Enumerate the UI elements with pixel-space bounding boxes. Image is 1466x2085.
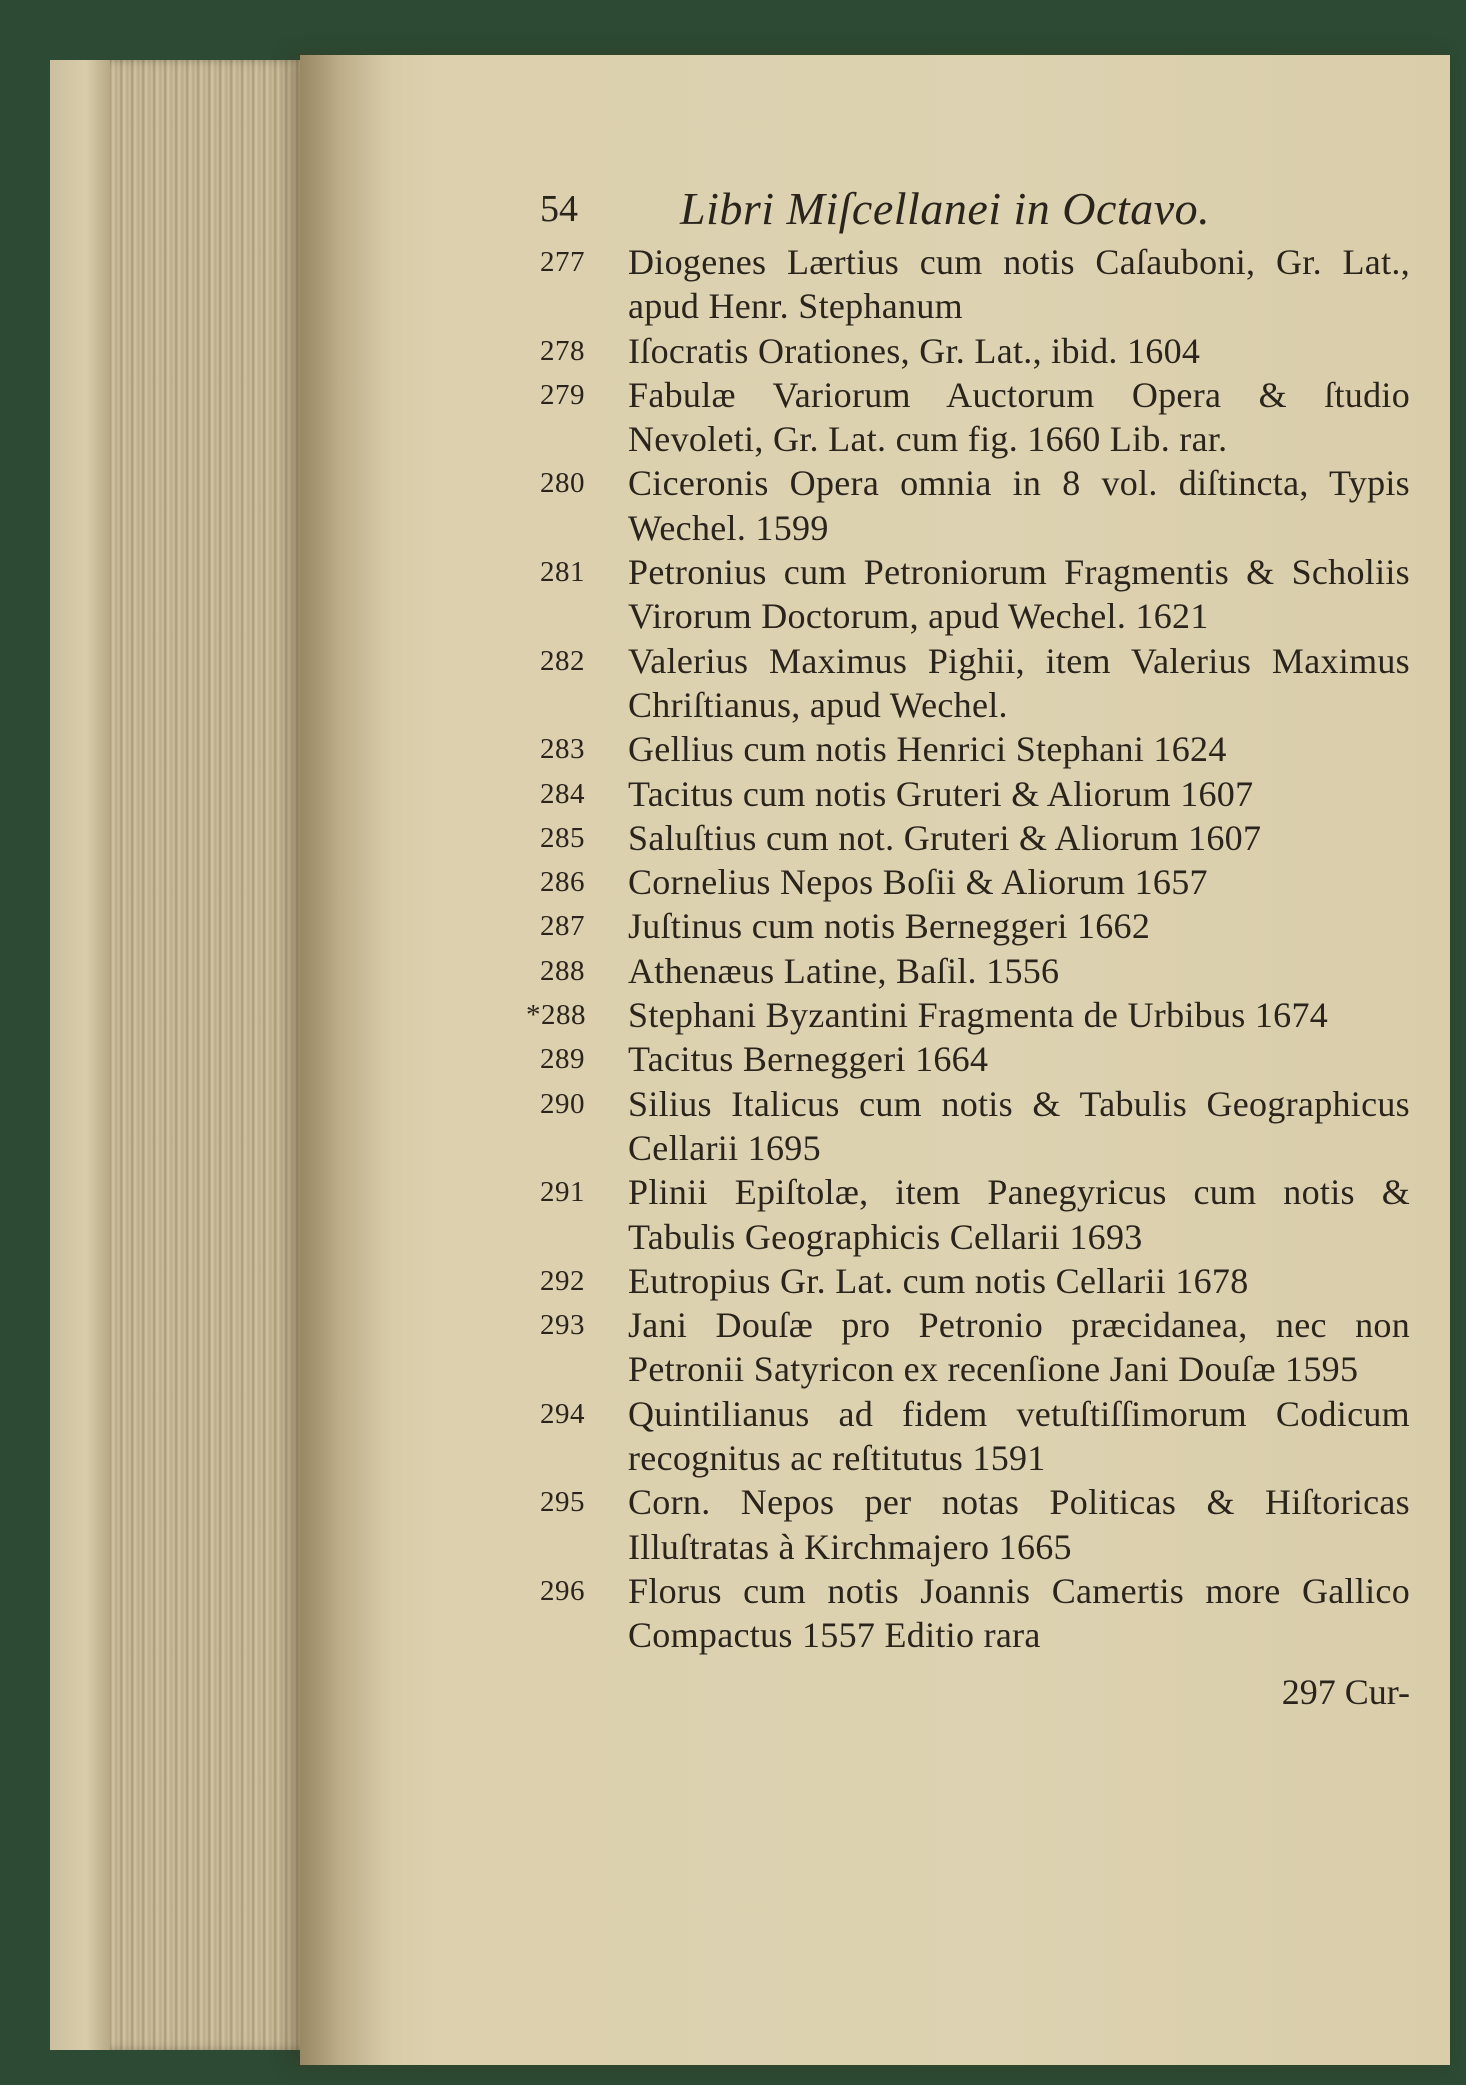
entry-description: Petronius cum Petroniorum Fragmentis & Scholiis Virorum Doctorum, apud Wechel. 1621 bbox=[628, 552, 1410, 637]
entry-number: 292 bbox=[540, 1264, 585, 1297]
page-title: Libri Miſcellanei in Octavo. bbox=[680, 183, 1211, 234]
catalogue-entry bbox=[540, 904, 1410, 948]
catchword bbox=[540, 1666, 1410, 1718]
catalogue-entry bbox=[540, 1569, 1410, 1658]
entry-description: Cornelius Nepos Boſii & Aliorum 1657 bbox=[628, 862, 1208, 903]
entry-description: Florus cum notis Joannis Camertis more Gallico Compactus 1557 Editio rara bbox=[628, 1570, 1410, 1656]
entry-number: 289 bbox=[540, 1043, 585, 1076]
entry-number: 296 bbox=[540, 1574, 585, 1607]
catalogue-entry bbox=[540, 373, 1410, 462]
entry-description: Athenæus Latine, Baſil. 1556 bbox=[628, 950, 1060, 991]
catalogue-entry bbox=[540, 1037, 1410, 1081]
entry-description: Fabulæ Variorum Auctorum Opera & ſtudio Nevoleti, Gr. Lat. cum fig. 1660 Lib. rar. bbox=[628, 374, 1410, 460]
catchword-text: 297 Cur- bbox=[1281, 1671, 1410, 1712]
entry-description: Corn. Nepos per notas Politicas & Hiſtoricas Illuſtratas à Kirchmajero 1665 bbox=[628, 1482, 1410, 1567]
entry-description: Gellius cum notis Henrici Stephani 1624 bbox=[628, 729, 1227, 770]
catalogue-entry bbox=[540, 816, 1410, 860]
catalogue-entry bbox=[540, 860, 1410, 904]
entry-number: 288 bbox=[540, 954, 585, 987]
gutter-shadow bbox=[300, 55, 390, 2065]
entry-number: 285 bbox=[540, 821, 585, 854]
catalogue-entry bbox=[540, 240, 1410, 329]
entry-number: 283 bbox=[540, 733, 585, 766]
catalogue-entry bbox=[540, 1303, 1410, 1392]
catalogue-entry bbox=[540, 639, 1410, 728]
entry-description: Stephani Byzantini Fragmenta de Urbibus 1674 bbox=[628, 995, 1329, 1036]
entry-number: 284 bbox=[540, 777, 585, 810]
entry-number: 281 bbox=[540, 556, 585, 589]
running-head bbox=[540, 178, 1410, 240]
entry-description: Saluſtius cum not. Gruteri & Aliorum 1607 bbox=[628, 817, 1262, 858]
entry-number: 287 bbox=[540, 910, 585, 943]
entry-description: Jani Douſæ pro Petronio præcidanea, nec non Petronii Satyricon ex recenſione Jani Douſæ 1595 bbox=[628, 1305, 1410, 1390]
entry-number: 280 bbox=[540, 467, 585, 500]
catalogue-entry bbox=[540, 329, 1410, 373]
page-text-block bbox=[526, 178, 1410, 1718]
entry-description: Valerius Maximus Pighii, item Valerius Maximus Chriſtianus, apud Wechel. bbox=[628, 640, 1410, 725]
entry-description: Silius Italicus cum notis & Tabulis Geographicus Cellarii 1695 bbox=[628, 1083, 1410, 1168]
catalogue-entry bbox=[540, 461, 1410, 550]
entry-number: 293 bbox=[540, 1309, 585, 1342]
entry-number: 291 bbox=[540, 1176, 585, 1209]
catalogue-entry bbox=[540, 1170, 1410, 1259]
entry-number: 294 bbox=[540, 1397, 585, 1430]
entry-description: Iſocratis Orationes, Gr. Lat., ibid. 1604 bbox=[628, 330, 1201, 371]
catalogue-entry bbox=[540, 1082, 1410, 1171]
entry-number: 282 bbox=[540, 644, 585, 677]
entry-number: 286 bbox=[540, 866, 585, 899]
catalogue-entry bbox=[540, 1392, 1410, 1481]
entry-description: Juſtinus cum notis Berneggeri 1662 bbox=[628, 906, 1151, 947]
entry-number: *288 bbox=[526, 999, 586, 1032]
catalogue-entry bbox=[540, 1259, 1410, 1303]
catalogue-entry bbox=[540, 550, 1410, 639]
entry-number: 290 bbox=[540, 1087, 585, 1120]
entry-description: Eutropius Gr. Lat. cum notis Cellarii 1678 bbox=[628, 1260, 1249, 1301]
entry-description: Tacitus cum notis Gruteri & Aliorum 1607 bbox=[628, 773, 1254, 814]
catalogue-entry bbox=[540, 949, 1410, 993]
catalogue-entry bbox=[526, 993, 1410, 1037]
book-cover-edge bbox=[50, 60, 110, 2050]
catalogue-entry bbox=[540, 727, 1410, 771]
entry-number: 295 bbox=[540, 1486, 585, 1519]
entry-description: Plinii Epiſtolæ, item Panegyricus cum notis & Tabulis Geographicis Cellarii 1693 bbox=[628, 1172, 1410, 1257]
entry-number: 277 bbox=[540, 246, 585, 278]
page-number: 54 bbox=[540, 188, 578, 230]
entry-description: Tacitus Berneggeri 1664 bbox=[628, 1039, 989, 1080]
entry-description: Ciceronis Opera omnia in 8 vol. diſtincta, Typis Wechel. 1599 bbox=[628, 463, 1410, 548]
catalogue-entry bbox=[540, 1480, 1410, 1569]
entry-description: Quintilianus ad fidem vetuſtiſſimorum Codicum recognitus ac reſtitutus 1591 bbox=[628, 1393, 1410, 1479]
entry-number: 279 bbox=[540, 378, 585, 411]
catalogue-entry bbox=[540, 772, 1410, 816]
entry-number: 278 bbox=[540, 334, 585, 367]
catalogue-entries bbox=[526, 240, 1410, 1658]
entry-description: Diogenes Lærtius cum notis Caſauboni, Gr. Lat., apud Henr. Stephanum bbox=[628, 242, 1410, 327]
